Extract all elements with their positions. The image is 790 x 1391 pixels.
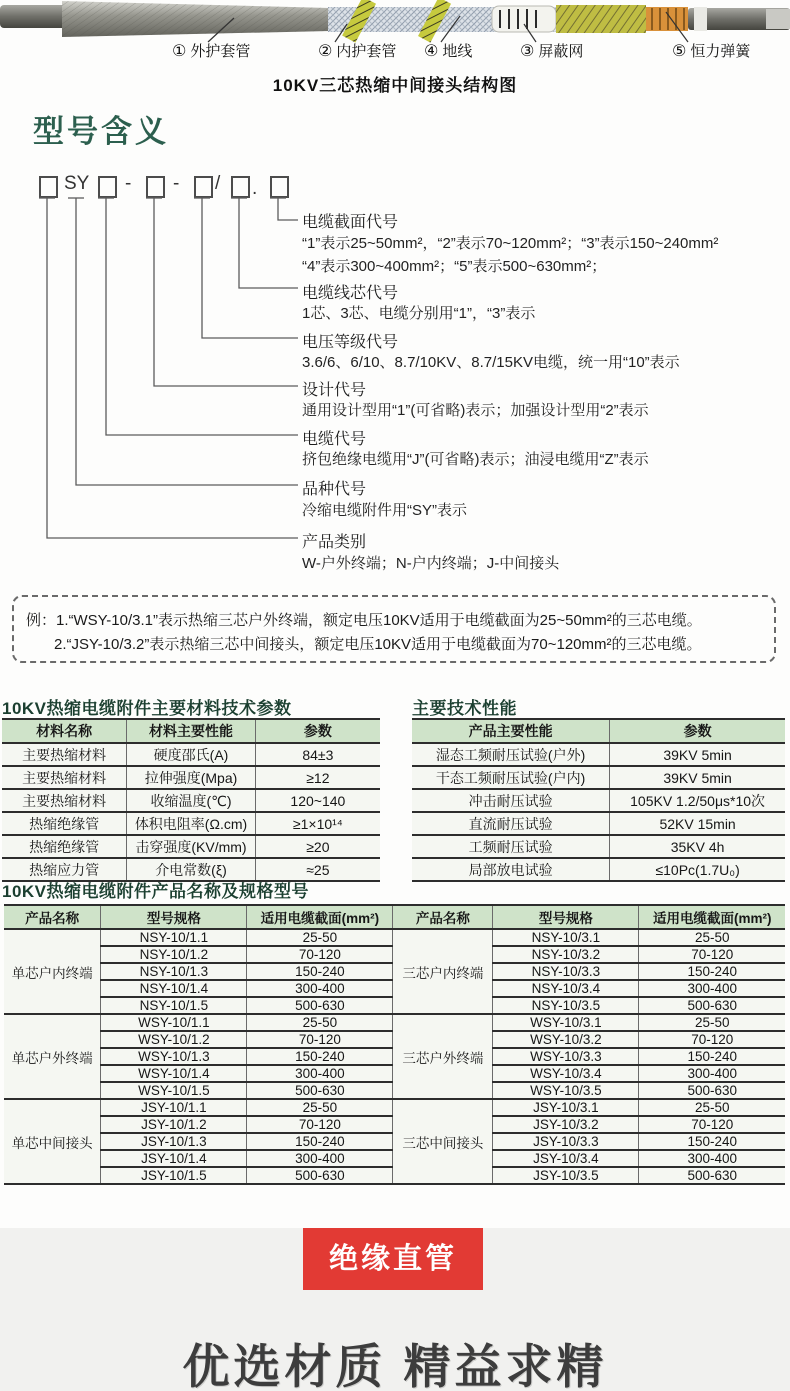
- table-cell: 70-120: [639, 1116, 785, 1133]
- table-cell: 120~140: [255, 789, 380, 812]
- column-header: 参数: [255, 719, 380, 743]
- column-header: 型号规格: [101, 905, 247, 929]
- column-header: 材料名称: [2, 719, 127, 743]
- product-group-name: 三芯户内终端: [393, 929, 493, 1014]
- table-cell: JSY-10/1.2: [101, 1116, 247, 1133]
- table-cell: 体积电阻率(Ω.cm): [127, 812, 256, 835]
- table-cell: 150-240: [247, 963, 393, 980]
- column-header: 材料主要性能: [127, 719, 256, 743]
- table-cell: NSY-10/1.3: [101, 963, 247, 980]
- table-row: [4, 929, 785, 946]
- table-cell: 干态工频耐压试验(户内): [412, 766, 610, 789]
- circled-number-1: ①: [172, 43, 187, 60]
- table-cell: 39KV 5min: [610, 766, 785, 789]
- model-item-label: 电压等级代号: [302, 334, 399, 351]
- table-cell: 52KV 15min: [610, 812, 785, 835]
- table-cell: 500-630: [247, 997, 393, 1014]
- column-header: 产品名称: [393, 905, 493, 929]
- table-cell: 300-400: [247, 1150, 393, 1167]
- table-cell: 25-50: [639, 1014, 785, 1031]
- cable-part-label-spring: ⑤ 恒力弹簧: [672, 43, 751, 60]
- table-cell: 500-630: [639, 1167, 785, 1184]
- performance-table: [412, 718, 785, 882]
- model-item-desc: W-户外终端；N-户内终端；J-中间接头: [302, 555, 560, 572]
- model-code-sy: SY: [64, 173, 90, 194]
- cable-part-label-ground-wire: ④ 地线: [424, 43, 473, 60]
- example-line-2: 2.“JSY-10/3.2”表示热缩三芯中间接头，额定电压10KV适用于电缆截面为70~120mm²的三芯电缆。: [54, 636, 702, 653]
- table-cell: WSY-10/1.4: [101, 1065, 247, 1082]
- table-row: [4, 1099, 785, 1116]
- table-cell: 直流耐压试验: [412, 812, 610, 835]
- circled-number-4: ④: [424, 43, 439, 60]
- table-cell: 150-240: [639, 1133, 785, 1150]
- table-cell: 25-50: [247, 1014, 393, 1031]
- insulation-tube-banner: 绝缘直管: [303, 1228, 483, 1290]
- table-cell: 70-120: [247, 1031, 393, 1048]
- table-row: [2, 835, 380, 858]
- product-group-name: 三芯中间接头: [393, 1099, 493, 1184]
- table-cell: 25-50: [639, 1099, 785, 1116]
- table-cell: JSY-10/3.1: [493, 1099, 639, 1116]
- model-code-sep-4: .: [252, 178, 258, 199]
- section-title-materials: 10KV热缩电缆附件主要材料技术参数: [2, 699, 292, 718]
- table-cell: 70-120: [639, 1031, 785, 1048]
- table-cell: NSY-10/3.3: [493, 963, 639, 980]
- table-cell: 湿态工频耐压试验(户外): [412, 743, 610, 766]
- table-cell: 300-400: [247, 980, 393, 997]
- table-cell: 介电常数(ξ): [127, 858, 256, 881]
- cable-part-label-inner-sheath: ② 内护套管: [318, 43, 397, 60]
- hero-caption: 10KV三芯热缩中间接头结构图: [272, 76, 518, 95]
- table-row: [412, 743, 785, 766]
- table-cell: 25-50: [639, 929, 785, 946]
- circled-number-2: ②: [318, 43, 333, 60]
- table-cell: 热缩绝缘管: [2, 835, 127, 858]
- table-cell: 300-400: [247, 1065, 393, 1082]
- table-cell: 70-120: [247, 946, 393, 963]
- table-row: [2, 789, 380, 812]
- product-group-name: 单芯中间接头: [4, 1099, 101, 1184]
- model-item-label: 设计代号: [302, 382, 367, 399]
- product-group-name: 单芯户内终端: [4, 929, 101, 1014]
- table-cell: 25-50: [247, 929, 393, 946]
- table-cell: WSY-10/3.1: [493, 1014, 639, 1031]
- table-cell: JSY-10/3.3: [493, 1133, 639, 1150]
- section-title-performance: 主要技术性能: [412, 699, 517, 718]
- table-cell: 冲击耐压试验: [412, 789, 610, 812]
- model-code-sep-3: /: [215, 173, 221, 194]
- column-header: 适用电缆截面(mm²): [639, 905, 785, 929]
- table-cell: 硬度邵氏(A): [127, 743, 256, 766]
- model-item-label: 电缆代号: [302, 431, 367, 448]
- materials-table: [2, 718, 380, 882]
- model-item-desc: 冷缩电缆附件用“SY”表示: [302, 502, 468, 519]
- table-cell: 150-240: [639, 963, 785, 980]
- example-line-1: 例：1.“WSY-10/3.1”表示热缩三芯户外终端，额定电压10KV适用于电缆截面为25~50mm²的三芯电缆。: [26, 612, 702, 629]
- table-header-row: [412, 719, 785, 743]
- table-cell: 500-630: [247, 1167, 393, 1184]
- table-cell: NSY-10/3.5: [493, 997, 639, 1014]
- table-cell: NSY-10/3.2: [493, 946, 639, 963]
- table-cell: WSY-10/3.4: [493, 1065, 639, 1082]
- model-item-desc: 通用设计型用“1”(可省略)表示；加强设计型用“2”表示: [302, 402, 649, 419]
- table-row: [2, 743, 380, 766]
- table-cell: 500-630: [247, 1082, 393, 1099]
- section-title-products: 10KV热缩电缆附件产品名称及规格型号: [2, 882, 310, 901]
- product-group-name: 单芯户外终端: [4, 1014, 101, 1099]
- table-cell: 39KV 5min: [610, 743, 785, 766]
- model-item-desc: “1”表示25~50mm²，“2”表示70~120mm²；“3”表示150~240mm²: [302, 235, 719, 252]
- table-cell: 300-400: [639, 1150, 785, 1167]
- table-cell: NSY-10/1.4: [101, 980, 247, 997]
- table-cell: 主要热缩材料: [2, 789, 127, 812]
- section-title-model-meaning: 型号含义: [33, 114, 169, 149]
- products-table: [4, 904, 785, 1185]
- model-code-connector-lines: [0, 160, 300, 550]
- table-cell: ≥20: [255, 835, 380, 858]
- table-cell: 拉伸强度(Mpa): [127, 766, 256, 789]
- table-cell: WSY-10/1.3: [101, 1048, 247, 1065]
- table-cell: 35KV 4h: [610, 835, 785, 858]
- table-cell: ≈25: [255, 858, 380, 881]
- table-row: [412, 789, 785, 812]
- table-cell: JSY-10/1.5: [101, 1167, 247, 1184]
- example-box: [12, 595, 776, 663]
- table-row: [2, 812, 380, 835]
- table-cell: 105KV 1.2/50μs*10次: [610, 789, 785, 812]
- model-item-desc: 3.6/6、6/10、8.7/10KV、8.7/15KV电缆，统一用“10”表示: [302, 354, 680, 371]
- table-cell: 300-400: [639, 980, 785, 997]
- table-cell: 热缩绝缘管: [2, 812, 127, 835]
- model-item-desc: 挤包绝缘电缆用“J”(可省略)表示；油浸电缆用“Z”表示: [302, 451, 649, 468]
- table-cell: WSY-10/1.2: [101, 1031, 247, 1048]
- table-cell: 收缩温度(℃): [127, 789, 256, 812]
- table-cell: 主要热缩材料: [2, 766, 127, 789]
- model-item-label: 电缆截面代号: [302, 214, 399, 231]
- circled-number-5: ⑤: [672, 43, 687, 60]
- table-cell: JSY-10/3.2: [493, 1116, 639, 1133]
- table-cell: WSY-10/1.1: [101, 1014, 247, 1031]
- table-cell: JSY-10/1.3: [101, 1133, 247, 1150]
- table-cell: JSY-10/3.5: [493, 1167, 639, 1184]
- table-cell: NSY-10/3.4: [493, 980, 639, 997]
- table-cell: WSY-10/3.3: [493, 1048, 639, 1065]
- table-cell: 500-630: [639, 1082, 785, 1099]
- table-cell: 500-630: [639, 997, 785, 1014]
- table-cell: 150-240: [247, 1048, 393, 1065]
- table-row: [412, 835, 785, 858]
- table-cell: 70-120: [639, 946, 785, 963]
- table-cell: ≤10Pc(1.7U₀): [610, 858, 785, 881]
- table-row: [4, 1014, 785, 1031]
- table-cell: 局部放电试验: [412, 858, 610, 881]
- table-cell: NSY-10/1.2: [101, 946, 247, 963]
- table-row: [412, 766, 785, 789]
- slogan-text: 优选材质 精益求精: [182, 1340, 608, 1391]
- column-header: 适用电缆截面(mm²): [247, 905, 393, 929]
- cable-part-label-outer-sheath: ① 外护套管: [172, 43, 251, 60]
- table-row: [412, 812, 785, 835]
- table-row: [2, 766, 380, 789]
- column-header: 型号规格: [493, 905, 639, 929]
- cable-part-label-shield-mesh: ③ 屏蔽网: [520, 43, 584, 60]
- table-cell: 70-120: [247, 1116, 393, 1133]
- model-item-label: 电缆线芯代号: [302, 285, 399, 302]
- table-cell: WSY-10/3.2: [493, 1031, 639, 1048]
- product-group-name: 三芯户外终端: [393, 1014, 493, 1099]
- table-cell: NSY-10/1.5: [101, 997, 247, 1014]
- table-cell: 热缩应力管: [2, 858, 127, 881]
- table-header-row: [4, 905, 785, 929]
- model-item-desc: “4”表示300~400mm²；“5”表示500~630mm²；: [302, 258, 607, 275]
- column-header: 产品主要性能: [412, 719, 610, 743]
- table-cell: 25-50: [247, 1099, 393, 1116]
- table-cell: JSY-10/1.4: [101, 1150, 247, 1167]
- model-item-desc: 1芯、3芯、电缆分别用“1”，“3”表示: [302, 305, 536, 322]
- table-cell: WSY-10/1.5: [101, 1082, 247, 1099]
- table-cell: 主要热缩材料: [2, 743, 127, 766]
- model-code-sep-1: -: [125, 173, 132, 194]
- table-cell: ≥1×10¹⁴: [255, 812, 380, 835]
- model-code-sep-2: -: [173, 173, 180, 194]
- model-item-label: 品种代号: [302, 481, 367, 498]
- table-cell: 84±3: [255, 743, 380, 766]
- circled-number-3: ③: [520, 43, 535, 60]
- table-cell: 150-240: [639, 1048, 785, 1065]
- table-cell: JSY-10/1.1: [101, 1099, 247, 1116]
- table-cell: NSY-10/3.1: [493, 929, 639, 946]
- table-row: [412, 858, 785, 881]
- table-cell: ≥12: [255, 766, 380, 789]
- table-cell: 150-240: [247, 1133, 393, 1150]
- model-item-label: 产品类别: [302, 534, 367, 551]
- column-header: 产品名称: [4, 905, 101, 929]
- table-cell: WSY-10/3.5: [493, 1082, 639, 1099]
- table-header-row: [2, 719, 380, 743]
- column-header: 参数: [610, 719, 785, 743]
- table-cell: 300-400: [639, 1065, 785, 1082]
- table-cell: NSY-10/1.1: [101, 929, 247, 946]
- table-cell: JSY-10/3.4: [493, 1150, 639, 1167]
- table-cell: 击穿强度(KV/mm): [127, 835, 256, 858]
- table-cell: 工频耐压试验: [412, 835, 610, 858]
